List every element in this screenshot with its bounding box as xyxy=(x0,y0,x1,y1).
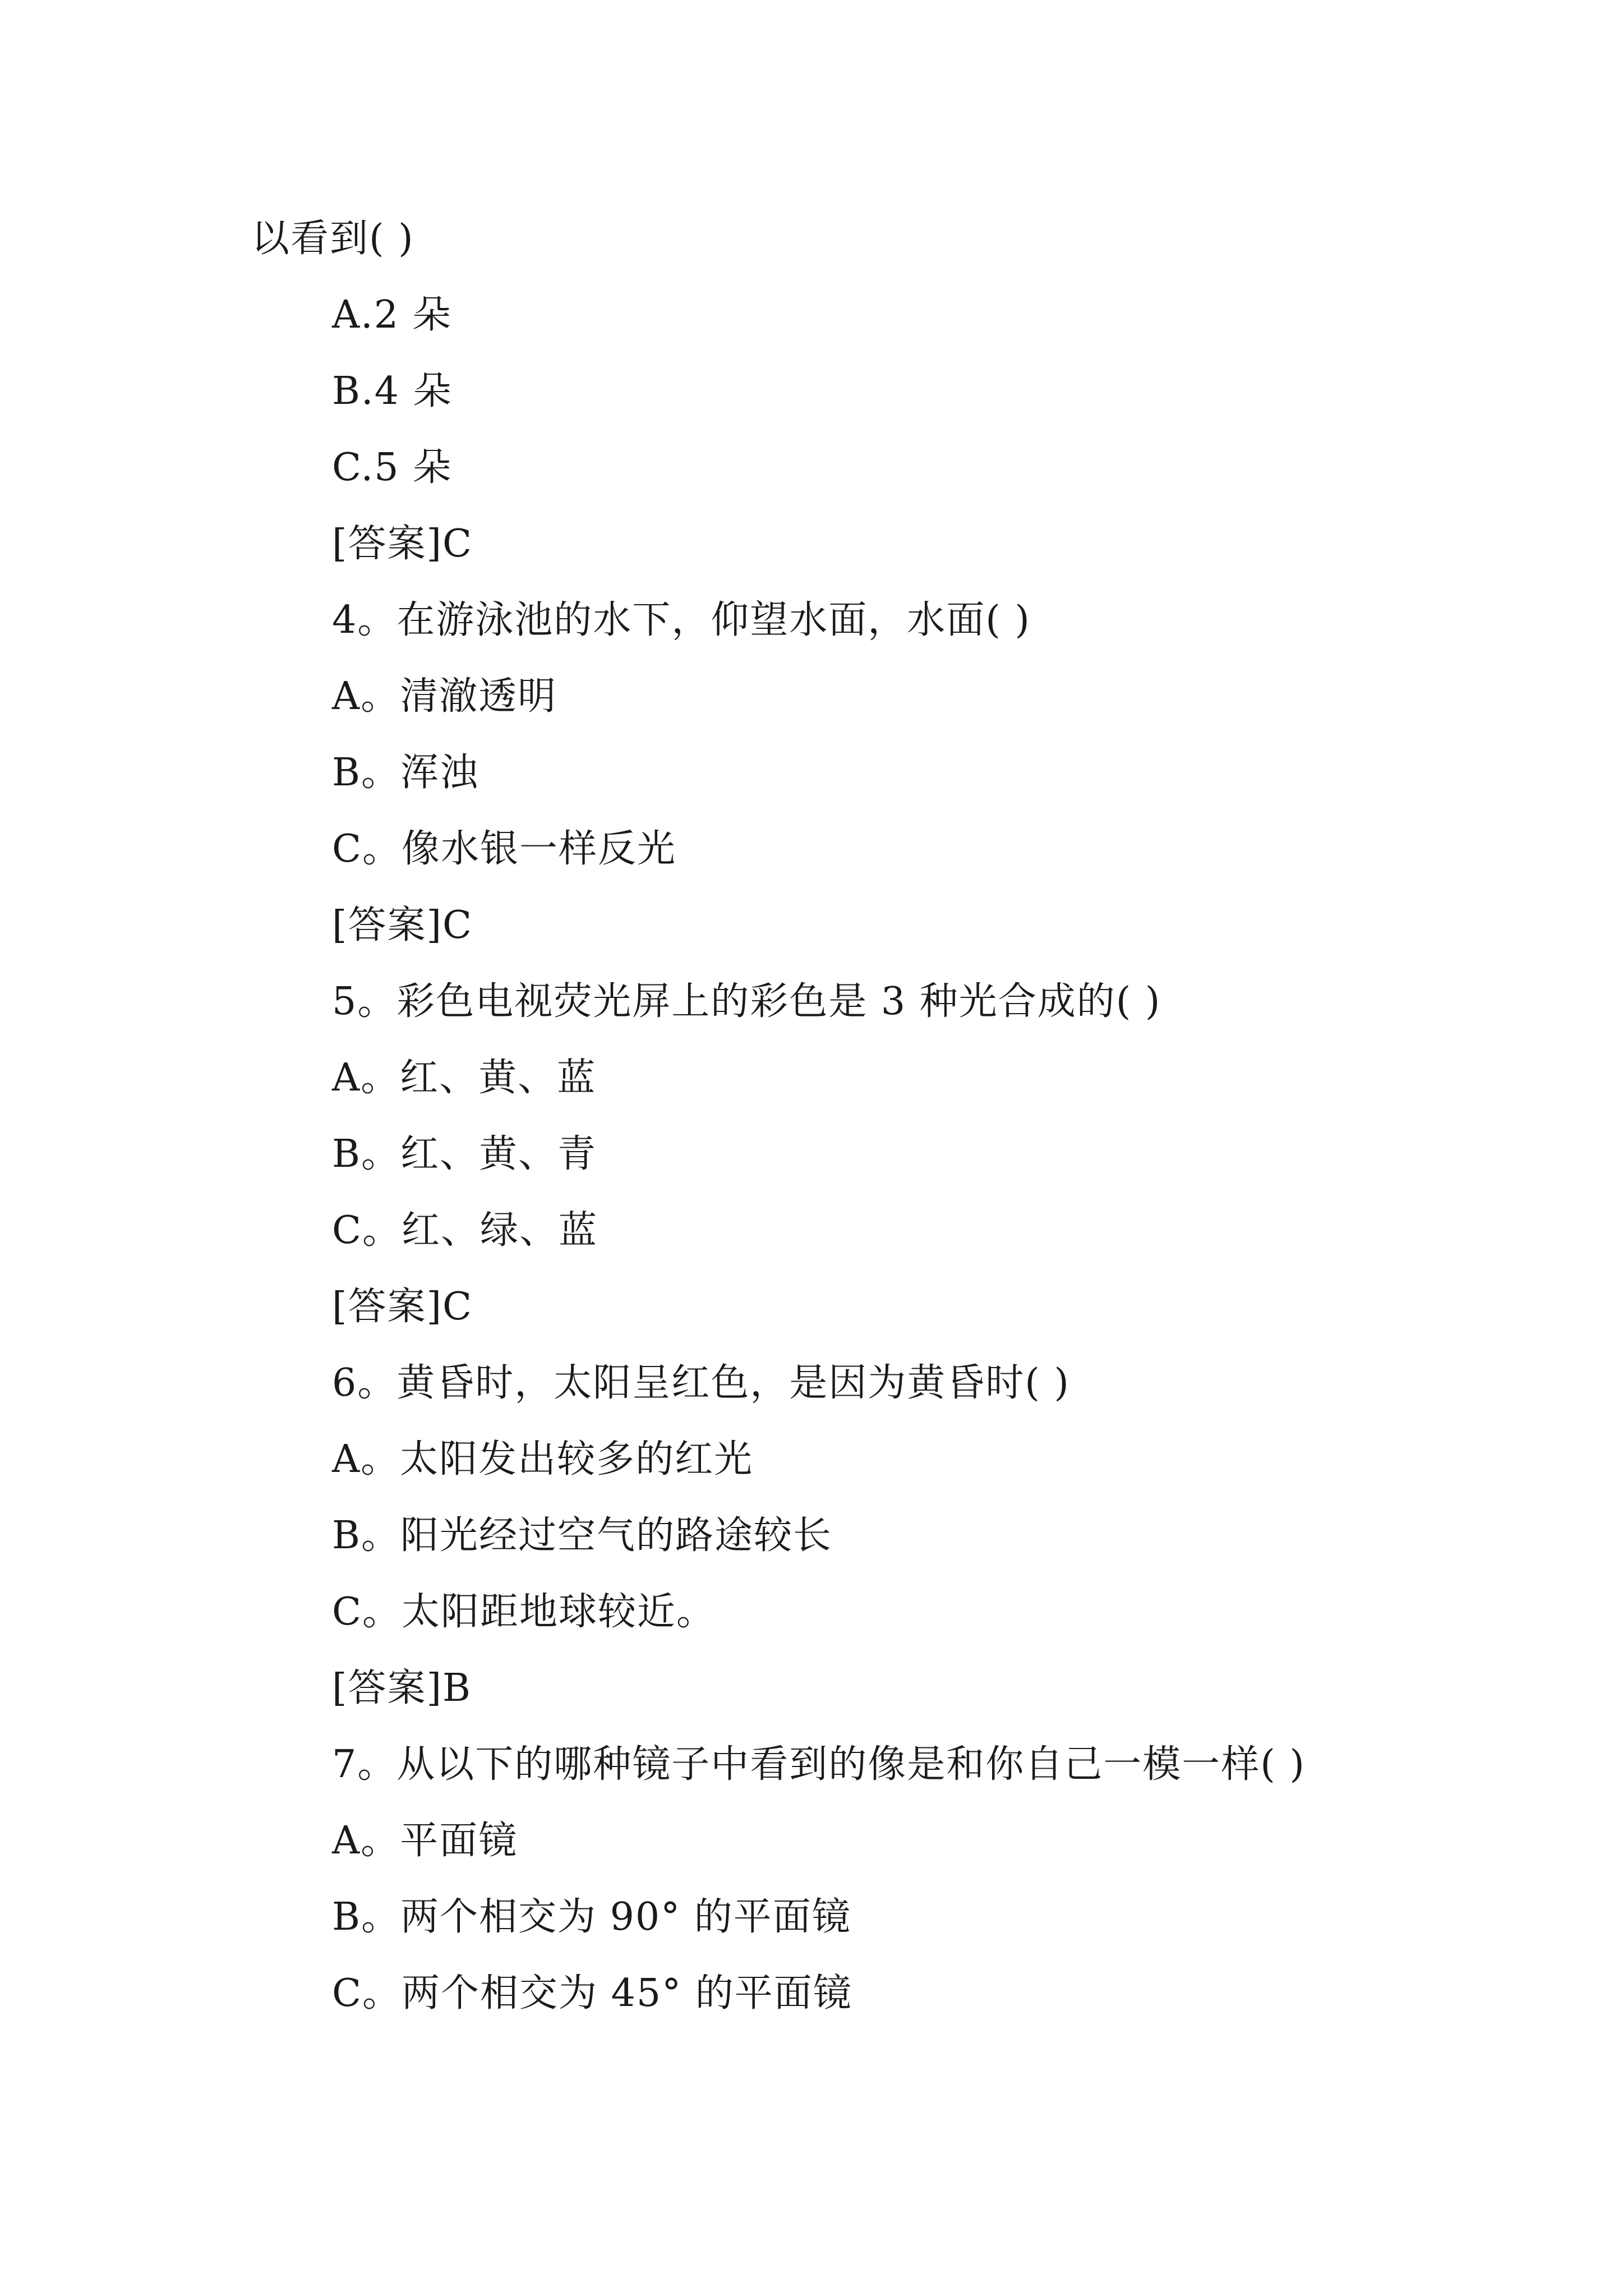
option-b: B。两个相交为 90° 的平面镜 xyxy=(332,1895,851,1939)
option-b: B。红、黄、青 xyxy=(332,1132,597,1176)
option-c: C.5 朵 xyxy=(332,445,453,490)
option-a: A。平面镜 xyxy=(332,1819,518,1863)
option-a: A。红、黄、蓝 xyxy=(332,1056,597,1100)
option-b: B.4 朵 xyxy=(332,369,453,413)
answer: [答案]C xyxy=(332,522,473,566)
option-c: C。两个相交为 45° 的平面镜 xyxy=(332,1971,852,2016)
question-continuation: 以看到( ) xyxy=(251,217,414,261)
answer: [答案]B xyxy=(332,1666,472,1710)
option-a: A。清澈透明 xyxy=(332,674,557,719)
option-b: B。阳光经过空气的路途较长 xyxy=(332,1513,832,1558)
option-b: B。浑浊 xyxy=(332,751,479,795)
question-4: 4。在游泳池的水下，仰望水面，水面( ) xyxy=(332,598,1031,642)
question-5: 5。彩色电视荧光屏上的彩色是 3 种光合成的( ) xyxy=(332,979,1161,1024)
answer: [答案]C xyxy=(332,903,473,947)
question-6: 6。黄昏时，太阳呈红色，是因为黄昏时( ) xyxy=(332,1361,1070,1405)
option-a: A。太阳发出较多的红光 xyxy=(332,1437,754,1481)
answer: [答案]C xyxy=(332,1285,473,1329)
question-7: 7。从以下的哪种镜子中看到的像是和你自己一模一样( ) xyxy=(332,1742,1306,1787)
option-a: A.2 朵 xyxy=(332,293,452,337)
option-c: C。像水银一样反光 xyxy=(332,827,677,871)
option-c: C。红、绿、蓝 xyxy=(332,1208,598,1253)
option-c: C。太阳距地球较近。 xyxy=(332,1590,716,1634)
